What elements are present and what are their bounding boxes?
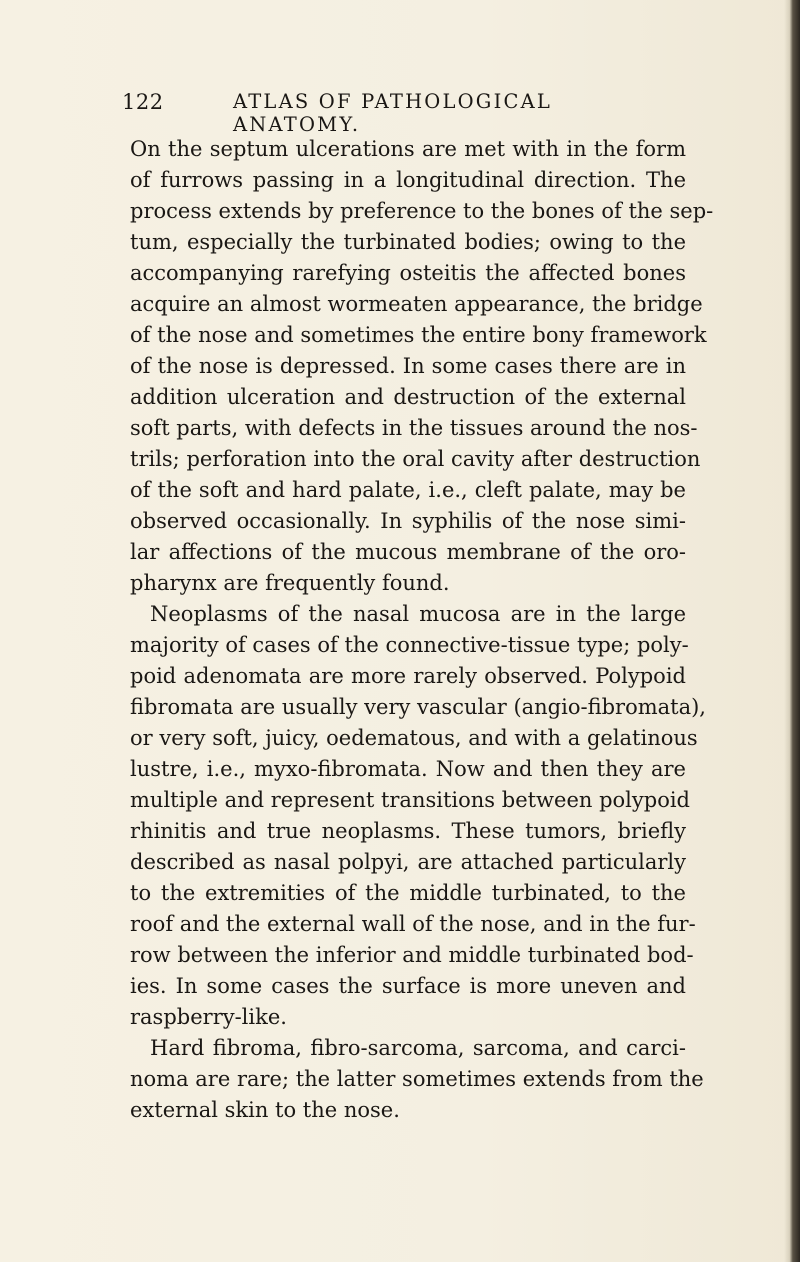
page-header bbox=[122, 90, 682, 136]
text-line: Neoplasms of the nasal mucosa are in the large bbox=[150, 602, 686, 626]
text-line: multiple and represent transitions between polypoid bbox=[130, 788, 690, 812]
text-line: process extends by preference to the bones of the sep- bbox=[130, 199, 714, 223]
paragraph-2 bbox=[130, 599, 706, 1033]
text-line: accompanying rarefying osteitis the affected bones bbox=[130, 261, 686, 285]
text-line: fibromata are usually very vascular (angio-fibromata), bbox=[130, 695, 706, 719]
text-line: On the septum ulcerations are met with in the form bbox=[130, 137, 686, 161]
text-line: observed occasionally. In syphilis of the nose simi- bbox=[130, 509, 686, 533]
text-line: row between the inferior and middle turbinated bod- bbox=[130, 943, 694, 967]
text-line: poid adenomata are more rarely observed. Polypoid bbox=[130, 664, 686, 688]
text-line: addition ulceration and destruction of the external bbox=[130, 385, 686, 409]
text-line: of furrows passing in a longitudinal direction. The bbox=[130, 168, 686, 192]
text-line: external skin to the nose. bbox=[130, 1098, 400, 1122]
text-line: acquire an almost wormeaten appearance, the bridge bbox=[130, 292, 703, 316]
text-line: or very soft, juicy, oedematous, and with a gelatinous bbox=[130, 726, 698, 750]
text-line: of the soft and hard palate, i.e., cleft palate, may be bbox=[130, 478, 686, 502]
body-text bbox=[130, 134, 714, 1126]
text-line: of the nose and sometimes the entire bony framework bbox=[130, 323, 707, 347]
text-line: soft parts, with defects in the tissues around the nos- bbox=[130, 416, 698, 440]
text-line: roof and the external wall of the nose, and in the fur- bbox=[130, 912, 696, 936]
text-line: pharynx are frequently found. bbox=[130, 571, 450, 595]
text-line: lustre, i.e., myxo-fibromata. Now and then they are bbox=[130, 757, 686, 781]
text-line: ies. In some cases the surface is more uneven and bbox=[130, 974, 686, 998]
text-line: rhinitis and true neoplasms. These tumors, briefly bbox=[130, 819, 686, 843]
paragraph-3 bbox=[130, 1033, 704, 1126]
text-line: to the extremities of the middle turbinated, to the bbox=[130, 881, 686, 905]
text-line: described as nasal polpyi, are attached particularly bbox=[130, 850, 686, 874]
paragraph-1 bbox=[130, 134, 714, 599]
text-line: of the nose is depressed. In some cases there are in bbox=[130, 354, 686, 378]
text-line: lar affections of the mucous membrane of the oro- bbox=[130, 540, 686, 564]
text-line: Hard fibroma, fibro-sarcoma, sarcoma, and carci- bbox=[150, 1036, 686, 1060]
text-line: raspberry-like. bbox=[130, 1005, 287, 1029]
text-line: majority of cases of the connective-tissue type; poly- bbox=[130, 633, 689, 657]
page-number: 122 bbox=[122, 90, 164, 114]
running-title: ATLAS OF PATHOLOGICAL ANATOMY. bbox=[233, 90, 553, 136]
text-line: tum, especially the turbinated bodies; owing to the bbox=[130, 230, 686, 254]
text-line: trils; perforation into the oral cavity after destruction bbox=[130, 447, 701, 471]
page-edge-shadow bbox=[784, 0, 800, 1262]
text-line: noma are rare; the latter sometimes extends from the bbox=[130, 1067, 704, 1091]
